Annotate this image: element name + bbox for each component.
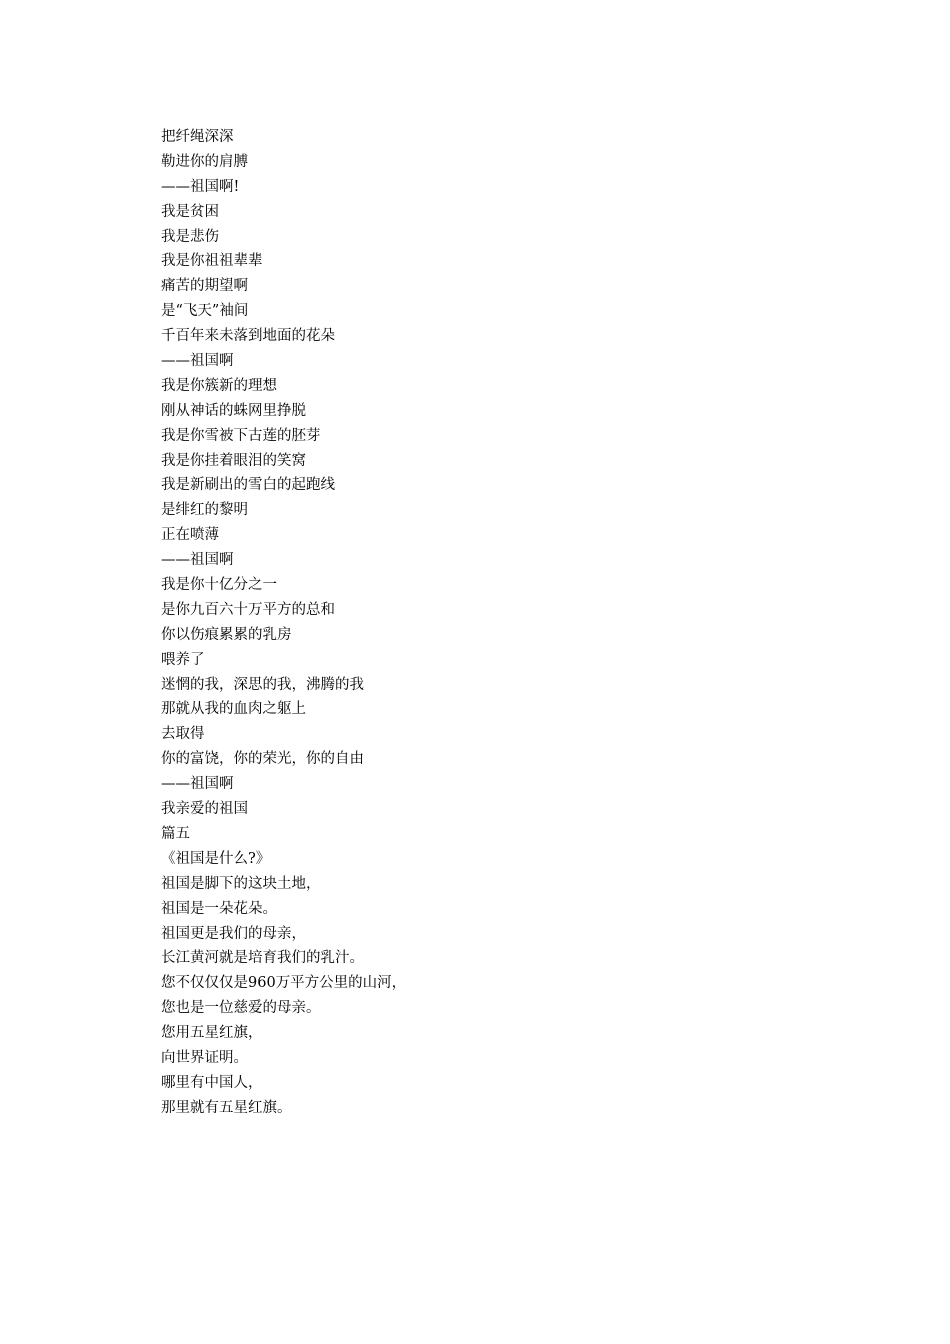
poem-line: 勒进你的肩膊 <box>161 153 248 170</box>
poem-line: 我是你十亿分之一 <box>161 577 277 594</box>
poem-line: 把纤绳深深 <box>161 129 234 145</box>
poem-line: 祖国是脚下的这块土地， <box>161 875 321 892</box>
poem-line: 祖国是一朵花朵。 <box>161 900 277 917</box>
poem-line: 我亲爱的祖国 <box>161 801 248 818</box>
poem-line: 我是你簇新的理想 <box>161 377 277 394</box>
poem-line: 我是你雪被下古莲的胚芽 <box>161 427 321 444</box>
section-heading: 篇五 <box>161 825 190 842</box>
poem-line: 哪里有中国人， <box>161 1074 263 1091</box>
poem-line: 祖国更是我们的母亲， <box>161 925 306 942</box>
poem-text <box>161 125 861 1121</box>
poem-line: 刚从神话的蛛网里挣脱 <box>161 402 306 419</box>
poem-line: 我是新刷出的雪白的起跑线 <box>161 477 335 494</box>
poem-line: 你的富饶，你的荣光，你的自由 <box>161 751 364 768</box>
poem-line: 您也是一位慈爱的母亲。 <box>161 1000 321 1017</box>
poem-line: 是“飞天”袖间 <box>161 303 249 320</box>
poem-line: 去取得 <box>161 726 205 743</box>
poem-line: 迷惘的我，深思的我，沸腾的我 <box>161 676 364 693</box>
poem-line: 那就从我的血肉之躯上 <box>161 701 306 718</box>
poem-line: 痛苦的期望啊 <box>161 278 248 295</box>
poem-line: ——祖国啊 <box>161 353 234 370</box>
poem-line: ——祖国啊 <box>161 776 234 793</box>
poem-line: 你以伤痕累累的乳房 <box>161 626 292 643</box>
poem-line: 您用五星红旗， <box>161 1025 263 1042</box>
poem-line: 我是你挂着眼泪的笑窝 <box>161 452 306 469</box>
poem-line: 向世界证明。 <box>161 1049 248 1066</box>
poem-line: ——祖国啊! <box>161 178 240 195</box>
poem-line: 我是悲伤 <box>161 228 219 245</box>
poem-line: 是绯红的黎明 <box>161 502 248 519</box>
poem-line: 喂养了 <box>161 651 205 668</box>
poem-line: 是你九百六十万平方的总和 <box>161 601 335 618</box>
poem-line: 千百年来未落到地面的花朵 <box>161 328 335 345</box>
poem-line: 我是你祖祖辈辈 <box>161 253 263 270</box>
poem-line: 长江黄河就是培育我们的乳汁。 <box>161 950 364 967</box>
poem-title: 《祖国是什么?》 <box>161 850 271 867</box>
poem-line: 您不仅仅仅是960万平方公里的山河， <box>161 975 407 992</box>
poem-line: 那里就有五星红旗。 <box>161 1099 292 1116</box>
poem-line: 我是贫困 <box>161 203 219 220</box>
poem-line: ——祖国啊 <box>161 552 234 569</box>
poem-line: 正在喷薄 <box>161 527 219 544</box>
